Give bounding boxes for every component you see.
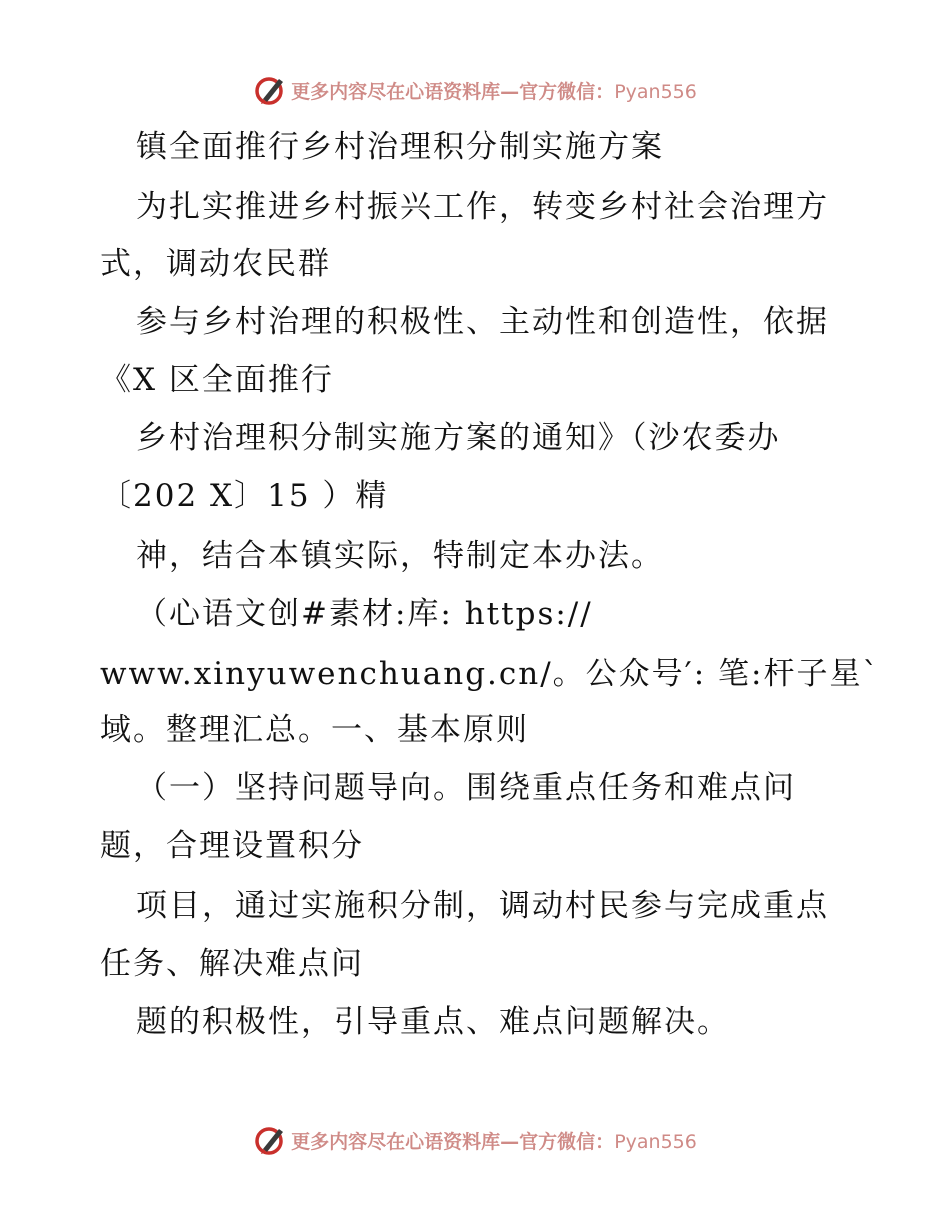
- paragraph-line: 题的积极性，引导重点、难点问题解决。: [136, 1004, 730, 1040]
- banner-wechat-label: 官方微信：: [519, 1130, 615, 1153]
- paragraph-line: （心语文创#素材:库: https://: [136, 596, 593, 632]
- banner-dash: —: [500, 1130, 520, 1153]
- paragraph-line: 式，调动农民群: [100, 246, 331, 282]
- banner-wechat-id: Pyan556: [614, 1130, 697, 1153]
- pen-logo-icon: [253, 1123, 287, 1157]
- paragraph-line: www.xinyuwenchuang.cn/。公众号′: 笔:杆子星`: [100, 656, 880, 692]
- section-heading-line: （一）坚持问题导向。围绕重点任务和难点问: [136, 770, 796, 806]
- paragraph-line: 《X 区全面推行: [100, 362, 334, 398]
- banner-site-name: 更多内容尽在心语资料库: [291, 1130, 501, 1153]
- paragraph-line: 〔202 X〕15 ）精: [100, 478, 389, 514]
- footer-banner: [0, 1120, 950, 1160]
- banner-text: [291, 1127, 697, 1154]
- paragraph-line: 参与乡村治理的积极性、主动性和创造性，依据: [136, 304, 829, 340]
- paragraph-line: 神，结合本镇实际，特制定本办法。: [136, 538, 664, 574]
- banner-site-name: 更多内容尽在心语资料库: [291, 80, 501, 103]
- document-title: 镇全面推行乡村治理积分制实施方案: [136, 129, 664, 165]
- paragraph-line: 题，合理设置积分: [100, 828, 364, 864]
- banner-dash: —: [500, 80, 520, 103]
- paragraph-line: 为扎实推进乡村振兴工作，转变乡村社会治理方: [136, 189, 829, 225]
- paragraph-line: 项目，通过实施积分制，调动村民参与完成重点: [136, 888, 829, 924]
- banner-wechat-id: Pyan556: [614, 80, 697, 103]
- paragraph-line: 任务、解决难点问: [100, 946, 364, 982]
- paragraph-line: 域。整理汇总。一、基本原则: [100, 712, 529, 748]
- banner-wechat-label: 官方微信：: [519, 80, 615, 103]
- paragraph-line: 乡村治理积分制实施方案的通知》（沙农委办: [136, 420, 781, 456]
